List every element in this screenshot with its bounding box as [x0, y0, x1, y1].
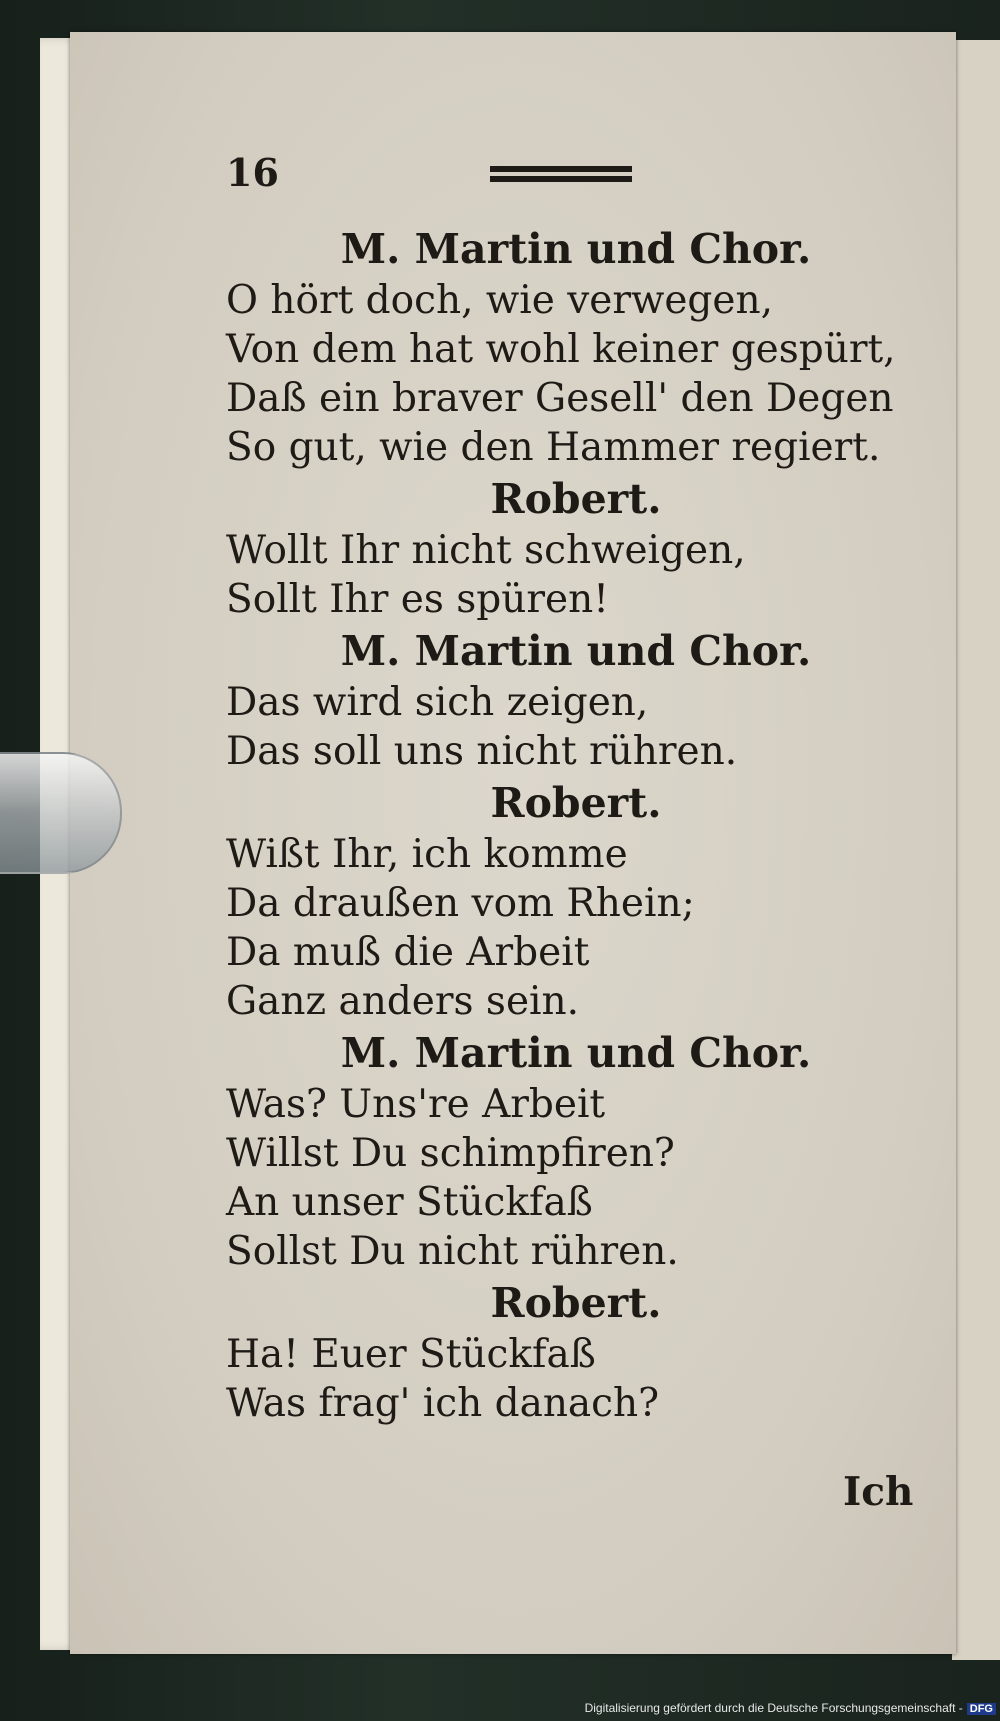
page-number: 16	[226, 150, 279, 195]
verse-line: Wollt Ihr nicht schweigen,	[226, 528, 746, 573]
verse-line: Was? Uns're Arbeit	[226, 1082, 606, 1127]
verse-line: Daß ein braver Gesell' den Degen	[226, 376, 894, 421]
facing-page-edge	[952, 40, 1000, 1660]
speaker-heading: M. Martin und Chor.	[340, 1029, 812, 1077]
verse-line: Ganz anders sein.	[226, 979, 580, 1024]
credit-text: Digitalisierung gefördert durch die Deutsche Forschungsgemeinschaft -	[584, 1701, 963, 1715]
catchword: Ich	[843, 1469, 914, 1515]
verse-line: O hört doch, wie verwegen,	[226, 278, 773, 323]
verse-line: Von dem hat wohl keiner gespürt,	[226, 327, 896, 372]
header-rule	[490, 166, 632, 188]
glass-page-holder	[0, 752, 122, 874]
verse-line: Das soll uns nicht rühren.	[226, 729, 738, 774]
verse-line: An unser Stückfaß	[226, 1180, 593, 1225]
speaker-heading: Robert.	[490, 779, 662, 827]
verse-line: Das wird sich zeigen,	[226, 680, 649, 725]
verse-line: Was frag' ich danach?	[226, 1381, 660, 1426]
speaker-heading: Robert.	[490, 475, 662, 523]
verse-line: Sollt Ihr es spüren!	[226, 577, 609, 622]
verse-line: Willst Du schimpfiren?	[226, 1131, 675, 1176]
verse-line: Da draußen vom Rhein;	[226, 881, 695, 926]
verse-line: Ha! Euer Stückfaß	[226, 1332, 596, 1377]
verse-line: Sollst Du nicht rühren.	[226, 1229, 679, 1274]
speaker-heading: Robert.	[490, 1279, 662, 1327]
verse-line: Wißt Ihr, ich komme	[226, 832, 628, 877]
speaker-heading: M. Martin und Chor.	[340, 627, 812, 675]
verse-line: Da muß die Arbeit	[226, 930, 590, 975]
verse-line: So gut, wie den Hammer regiert.	[226, 425, 881, 470]
verse-text	[226, 222, 926, 1428]
speaker-heading: M. Martin und Chor.	[340, 225, 812, 273]
digitization-credit	[585, 1701, 996, 1715]
dfg-logo: DFG	[967, 1703, 996, 1715]
